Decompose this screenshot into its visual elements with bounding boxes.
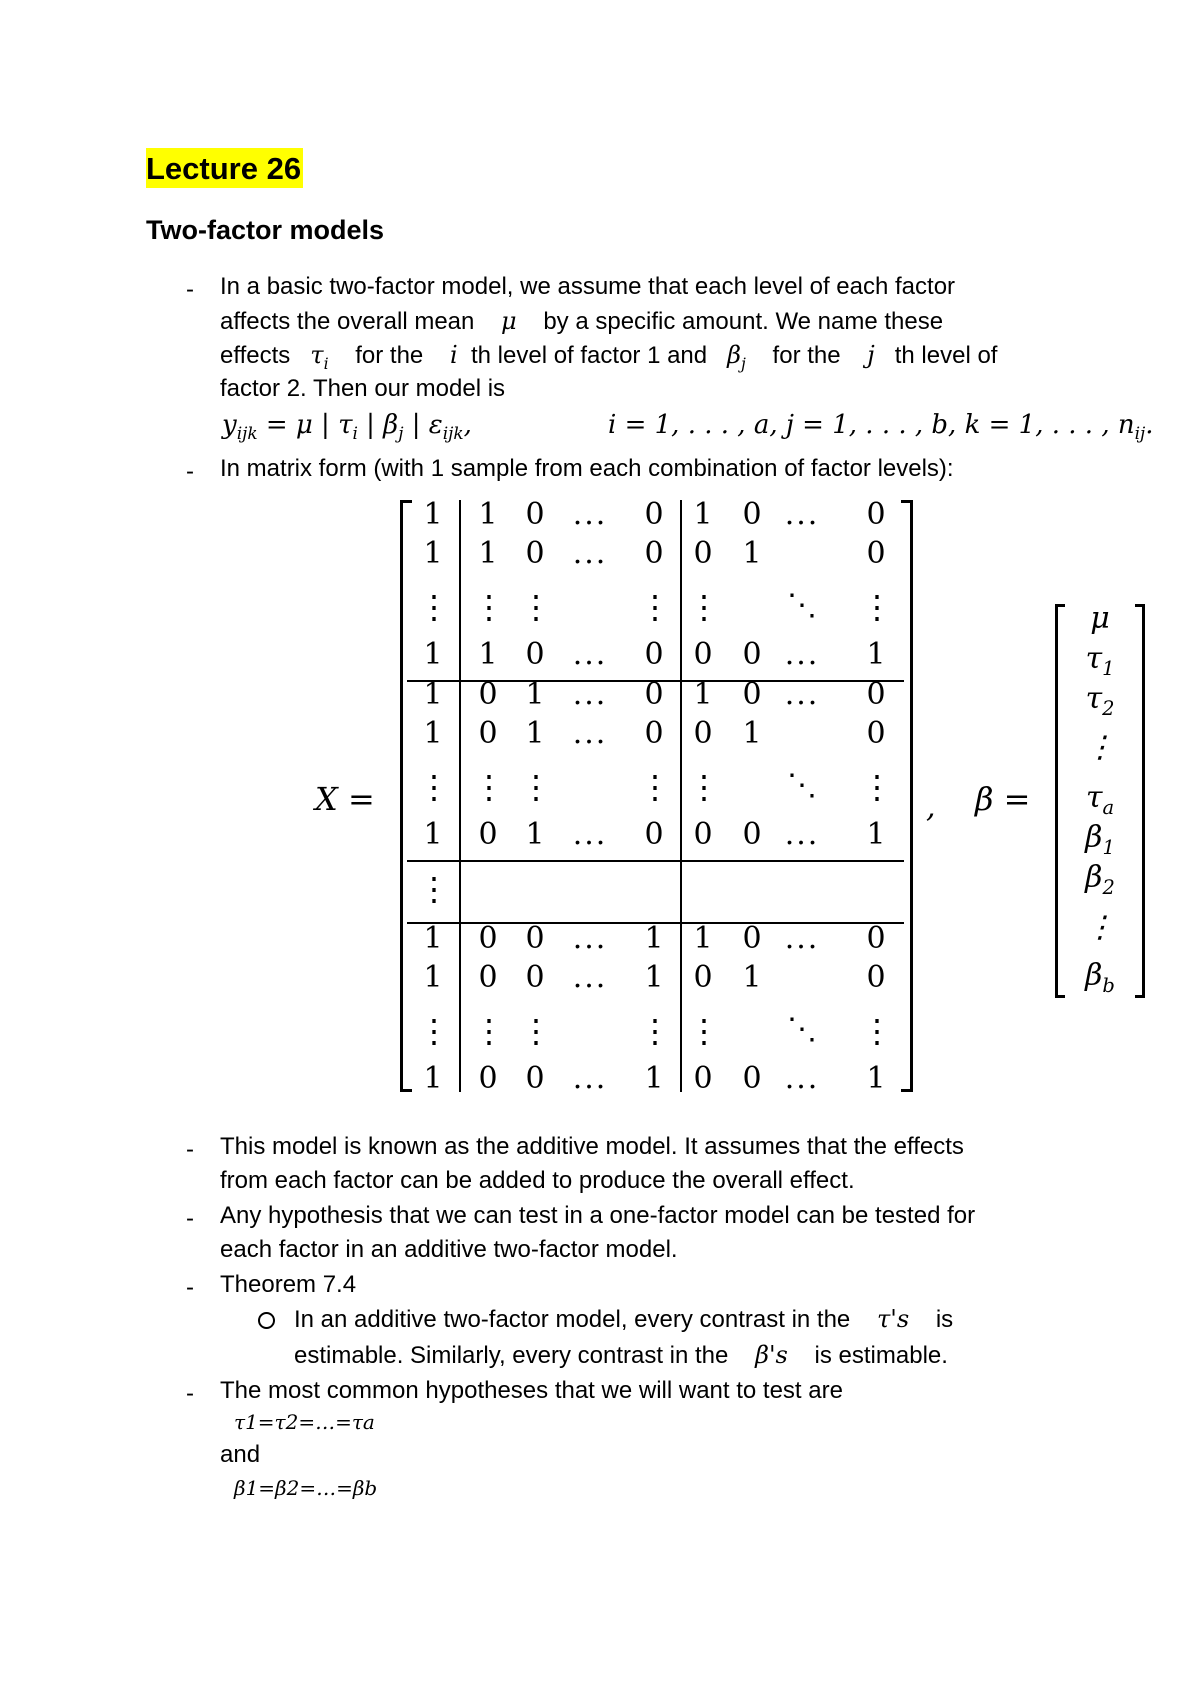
matrix-entry: ⋱ bbox=[787, 588, 817, 623]
matrix-entry: 0 bbox=[525, 960, 545, 995]
matrix-entry: 1 bbox=[423, 716, 443, 751]
matrix-entry: 0 bbox=[866, 960, 886, 995]
matrix-entry: ⋮ bbox=[473, 1012, 505, 1050]
beta-vector-entry: ⋮ bbox=[1085, 730, 1115, 765]
matrix-entry: 1 bbox=[525, 817, 545, 852]
matrix-entry: ⋮ bbox=[418, 870, 450, 908]
matrix-entry: 1 bbox=[644, 960, 664, 995]
sub-bullet-text: In an additive two-factor model, every contrast in the τ's is bbox=[294, 1305, 954, 1333]
beta-vector-entry: ⋮ bbox=[1085, 910, 1115, 945]
matrix-entry: 1 bbox=[742, 536, 762, 571]
matrix-entry: 0 bbox=[693, 536, 713, 571]
matrix-entry: 1 bbox=[693, 921, 713, 956]
matrix-entry: ⋮ bbox=[418, 588, 450, 626]
matrix-entry: 0 bbox=[742, 921, 762, 956]
matrix-entry: 0 bbox=[742, 1061, 762, 1096]
matrix-entry: 1 bbox=[423, 637, 443, 672]
matrix-entry: 0 bbox=[478, 1061, 498, 1096]
matrix-entry: 0 bbox=[478, 817, 498, 852]
matrix-entry: 1 bbox=[644, 1061, 664, 1096]
bullet-text: Theorem 7.4 bbox=[220, 1271, 357, 1298]
matrix-entry: ⋮ bbox=[473, 588, 505, 626]
matrix-entry: ⋱ bbox=[787, 1012, 817, 1047]
matrix-entry: 1 bbox=[478, 536, 498, 571]
matrix-entry: 0 bbox=[525, 1061, 545, 1096]
model-equation: $y_{ijk} = \mu$ | $\tau_i$ | $\beta_j$ | $\varepsilon_{ijk}$, bbox=[222, 410, 472, 444]
matrix-entry: 0 bbox=[525, 921, 545, 956]
matrix-entry: 1 bbox=[423, 921, 443, 956]
matrix-entry: 0 bbox=[693, 716, 713, 751]
matrix-entry: ⋮ bbox=[520, 768, 552, 806]
bullet-dash: - bbox=[186, 1205, 194, 1232]
beta-vector-entry: $\beta_b$ bbox=[1085, 958, 1115, 997]
bullet-text: factor 2. Then our model is bbox=[220, 375, 506, 402]
matrix-entry: 0 bbox=[644, 817, 664, 852]
matrix-entry: 0 bbox=[525, 536, 545, 571]
matrix-entry: ... bbox=[784, 677, 820, 712]
matrix-entry: 0 bbox=[693, 817, 713, 852]
matrix-entry: ⋮ bbox=[473, 768, 505, 806]
matrix-entry: ... bbox=[784, 1061, 820, 1096]
bullet-text: This model is known as the additive model. It assumes that the effects bbox=[220, 1133, 964, 1160]
matrix-entry: 1 bbox=[693, 497, 713, 532]
matrix-entry: 0 bbox=[693, 1061, 713, 1096]
bullet-text: each factor in an additive two-factor model. bbox=[220, 1236, 678, 1263]
matrix-entry: ... bbox=[784, 921, 820, 956]
matrix-entry: 1 bbox=[423, 817, 443, 852]
beta-vector-entry: $\tau_a$ bbox=[1085, 780, 1115, 819]
matrix-x-label: X = bbox=[315, 780, 375, 818]
matrix-entry: 0 bbox=[866, 921, 886, 956]
matrix-entry: ⋮ bbox=[520, 1012, 552, 1050]
matrix-entry: 0 bbox=[478, 960, 498, 995]
matrix-entry: ⋮ bbox=[688, 1012, 720, 1050]
matrix-entry: ... bbox=[572, 921, 608, 956]
matrix-entry: 1 bbox=[423, 677, 443, 712]
matrix-entry: ... bbox=[572, 716, 608, 751]
matrix-entry: 0 bbox=[866, 677, 886, 712]
matrix-entry: ⋱ bbox=[787, 768, 817, 803]
bullet-dash: - bbox=[186, 276, 194, 303]
bullet-dash: - bbox=[186, 1380, 194, 1407]
matrix-entry: ... bbox=[572, 497, 608, 532]
matrix-entry: 1 bbox=[693, 677, 713, 712]
matrix-entry: 0 bbox=[644, 677, 664, 712]
matrix-entry: 0 bbox=[644, 497, 664, 532]
beta-vector-entry: $\tau_1$ bbox=[1085, 641, 1115, 680]
bullet-text: affects the overall mean μ by a specific amount. We name these bbox=[220, 307, 944, 335]
matrix-entry: 0 bbox=[644, 637, 664, 672]
matrix-entry: ... bbox=[572, 536, 608, 571]
matrix-entry: ... bbox=[784, 817, 820, 852]
sub-bullet-text: estimable. Similarly, every contrast in the β's is estimable. bbox=[294, 1341, 948, 1369]
matrix-entry: 1 bbox=[742, 960, 762, 995]
beta-vector-entry: $\beta_1$ bbox=[1085, 820, 1115, 859]
matrix-entry: 0 bbox=[644, 716, 664, 751]
matrix-entry: 0 bbox=[478, 921, 498, 956]
matrix-entry: 0 bbox=[693, 637, 713, 672]
matrix-entry: 1 bbox=[478, 637, 498, 672]
matrix-entry: ... bbox=[784, 497, 820, 532]
matrix-entry: 0 bbox=[644, 536, 664, 571]
matrix-entry: ⋮ bbox=[418, 768, 450, 806]
and-text: and bbox=[220, 1441, 261, 1468]
matrix-entry: ⋮ bbox=[639, 588, 671, 626]
matrix-entry: 1 bbox=[423, 497, 443, 532]
bullet-text: In matrix form (with 1 sample from each combination of factor levels): bbox=[220, 455, 954, 482]
hypothesis-tau: τ1=τ2=…=τa bbox=[234, 1410, 375, 1434]
bullet-text: effects $\tau_i$ for the i th level of factor 1 and $\beta_j$ for the j th level of bbox=[220, 341, 998, 373]
matrix-entry: 1 bbox=[525, 716, 545, 751]
matrix-entry: 1 bbox=[478, 497, 498, 532]
matrix-entry: 0 bbox=[742, 817, 762, 852]
matrix-entry: 0 bbox=[742, 497, 762, 532]
bullet-dash: - bbox=[186, 1136, 194, 1163]
matrix-entry: ⋮ bbox=[861, 1012, 893, 1050]
matrix-entry: ... bbox=[572, 1061, 608, 1096]
matrix-entry: 1 bbox=[742, 716, 762, 751]
matrix-entry: 1 bbox=[866, 637, 886, 672]
page-title: Lecture 26 bbox=[146, 148, 303, 188]
matrix-entry: 1 bbox=[423, 1061, 443, 1096]
matrix-entry: 0 bbox=[525, 497, 545, 532]
beta-vector-entry: $\beta_2$ bbox=[1085, 860, 1115, 899]
section-heading: Two-factor models bbox=[146, 215, 385, 245]
matrix-entry: 1 bbox=[423, 536, 443, 571]
bullet-dash: - bbox=[186, 1274, 194, 1301]
matrix-entry: 1 bbox=[866, 1061, 886, 1096]
matrix-entry: ⋮ bbox=[688, 588, 720, 626]
beta-label: β = bbox=[975, 780, 1031, 818]
matrix-entry: ... bbox=[572, 637, 608, 672]
beta-vector-entry: μ bbox=[1090, 601, 1110, 636]
matrix-entry: 0 bbox=[866, 716, 886, 751]
matrix-entry: ... bbox=[572, 677, 608, 712]
matrix-entry: ... bbox=[784, 637, 820, 672]
matrix-entry: 0 bbox=[742, 637, 762, 672]
matrix-entry: 0 bbox=[478, 677, 498, 712]
bullet-text: The most common hypotheses that we will want to test are bbox=[220, 1377, 843, 1404]
model-index-range: i = 1, . . . , a, j = 1, . . . , b, k = 1, . . . , $n_{ij}$. bbox=[608, 410, 1154, 444]
matrix-entry: 0 bbox=[693, 960, 713, 995]
bullet-text: In a basic two-factor model, we assume that each level of each factor bbox=[220, 273, 956, 300]
matrix-entry: 1 bbox=[866, 817, 886, 852]
hypothesis-beta: β1=β2=…=βb bbox=[234, 1476, 378, 1500]
matrix-entry: ⋮ bbox=[520, 588, 552, 626]
matrix-entry: 1 bbox=[644, 921, 664, 956]
matrix-entry: ⋮ bbox=[861, 588, 893, 626]
sub-bullet-circle bbox=[258, 1312, 275, 1329]
matrix-entry: 0 bbox=[742, 677, 762, 712]
bullet-dash: - bbox=[186, 458, 194, 485]
matrix-entry: ... bbox=[572, 817, 608, 852]
beta-vector-entry: $\tau_2$ bbox=[1085, 681, 1115, 720]
matrix-entry: ⋮ bbox=[639, 768, 671, 806]
matrix-entry: ⋮ bbox=[639, 1012, 671, 1050]
matrix-entry: 1 bbox=[525, 677, 545, 712]
bullet-text: from each factor can be added to produce the overall effect. bbox=[220, 1167, 855, 1194]
matrix-entry: 0 bbox=[478, 716, 498, 751]
bullet-text: Any hypothesis that we can test in a one-factor model can be tested for bbox=[220, 1202, 976, 1229]
matrix-entry: 0 bbox=[866, 536, 886, 571]
matrix-entry: ⋮ bbox=[418, 1012, 450, 1050]
matrix-entry: 0 bbox=[866, 497, 886, 532]
matrix-entry: 1 bbox=[423, 960, 443, 995]
matrix-entry: ⋮ bbox=[861, 768, 893, 806]
matrix-entry: ... bbox=[572, 960, 608, 995]
matrix-entry: 0 bbox=[525, 637, 545, 672]
matrix-comma: , bbox=[926, 790, 936, 825]
matrix-entry: ⋮ bbox=[688, 768, 720, 806]
